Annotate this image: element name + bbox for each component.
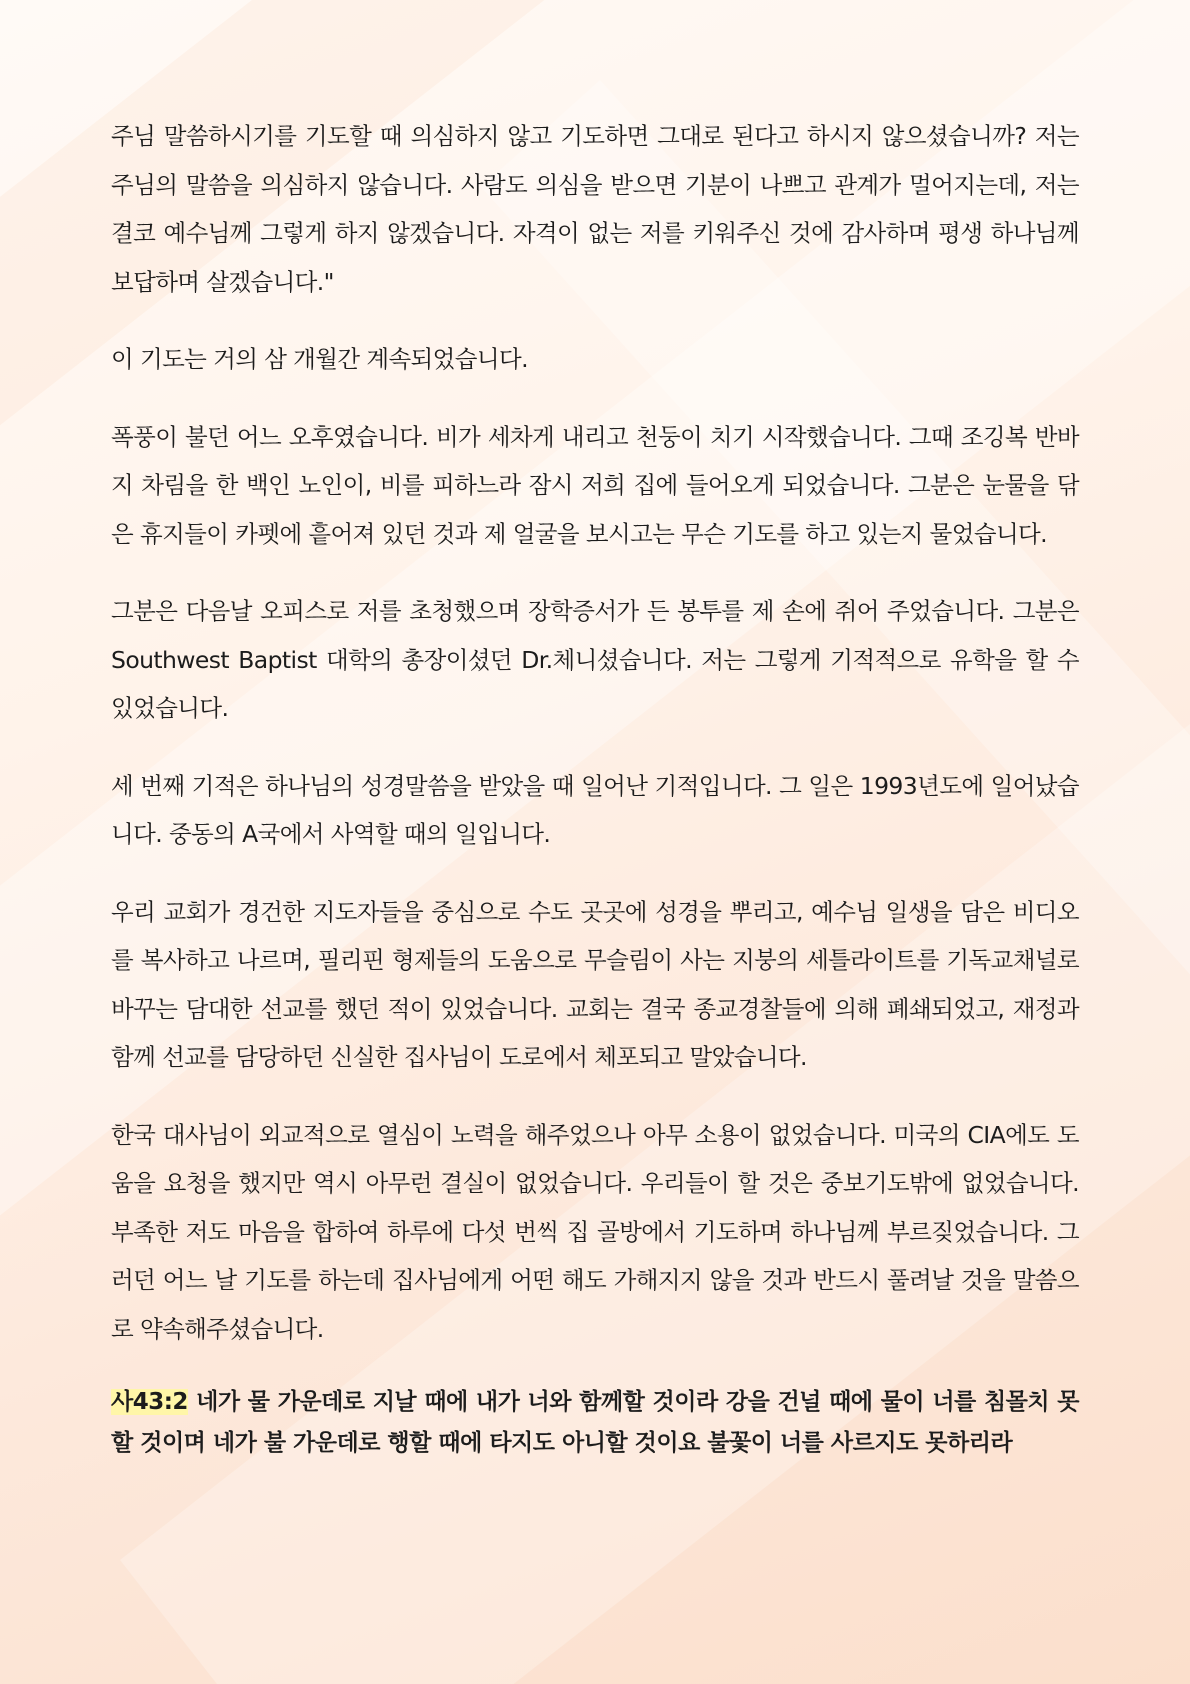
paragraph: 우리 교회가 경건한 지도자들을 중심으로 수도 곳곳에 성경을 뿌리고, 예수님 일생을 담은 비디오를 복사하고 나르며, 필리핀 형제들의 도움으로 무슬림이 사는 지붕의 세틀라이트를 기독교채널로 바꾸는 담대한 선교를 했던 적이 있었습니다. 교회는 결국 종교경찰들에 의해 폐쇄되었고, 재정과 함께 선교를 담당하던 신실한 집사님이 도로에서 체포되고 말았습니다.: [111, 897, 1079, 1071]
paragraph: 주님 말씀하시기를 기도할 때 의심하지 않고 기도하면 그대로 된다고 하시지 않으셨습니까? 저는 주님의 말씀을 의심하지 않습니다. 사람도 의심을 받으면 기분이 나쁘고 관계가 멀어지는데, 저는 결코 예수님께 그렇게 하지 않겠습니다. 자격이 없는 저를 키워주신 것에 감사하며 평생 하나님께 보답하며 살겠습니다.": [111, 122, 1079, 296]
scripture-quote: [111, 1382, 1079, 1464]
scripture-text: 네가 물 가운데로 지날 때에 내가 너와 함께할 것이라 강을 건널 때에 물이 너를 침몰치 못할 것이며 네가 불 가운데로 행할 때에 타지도 아니할 것이요 불꽃이 너를 사르지도 못하리라: [111, 1389, 1079, 1456]
paragraph: 세 번째 기적은 하나님의 성경말씀을 받았을 때 일어난 기적입니다. 그 일은 1993년도에 일어났습니다. 중동의 A국에서 사역할 때의 일입니다.: [111, 771, 1079, 848]
paragraph: 이 기도는 거의 삼 개월간 계속되었습니다.: [111, 345, 528, 373]
paragraph: 그분은 다음날 오피스로 저를 초청했으며 장학증서가 든 봉투를 제 손에 쥐어 주었습니다. 그분은 Southwest Baptist 대학의 총장이셨던 Dr.체니셨습니다. 저는 그렇게 기적적으로 유학을 할 수 있었습니다.: [111, 597, 1079, 722]
document-body: [111, 112, 1079, 1493]
paragraph: 한국 대사님이 외교적으로 열심이 노력을 해주었으나 아무 소용이 없었습니다. 미국의 CIA에도 도움을 요청을 했지만 역시 아무런 결실이 없었습니다. 우리들이 할 것은 중보기도밖에 없었습니다. 부족한 저도 마음을 합하여 하루에 다섯 번씩 집 골방에서 기도하며 하나님께 부르짖었습니다. 그러던 어느 날 기도를 하는데 집사님에게 어떤 해도 가해지지 않을 것과 반드시 풀려날 것을 말씀으로 약속해주셨습니다.: [111, 1120, 1079, 1343]
scripture-reference: 사43:2: [111, 1389, 188, 1415]
paragraph: 폭풍이 불던 어느 오후였습니다. 비가 세차게 내리고 천둥이 치기 시작했습니다. 그때 조깅복 반바지 차림을 한 백인 노인이, 비를 피하느라 잠시 저희 집에 들어오게 되었습니다. 그분은 눈물을 닦은 휴지들이 카펫에 흩어져 있던 것과 제 얼굴을 보시고는 무슨 기도를 하고 있는지 물었습니다.: [111, 422, 1079, 548]
